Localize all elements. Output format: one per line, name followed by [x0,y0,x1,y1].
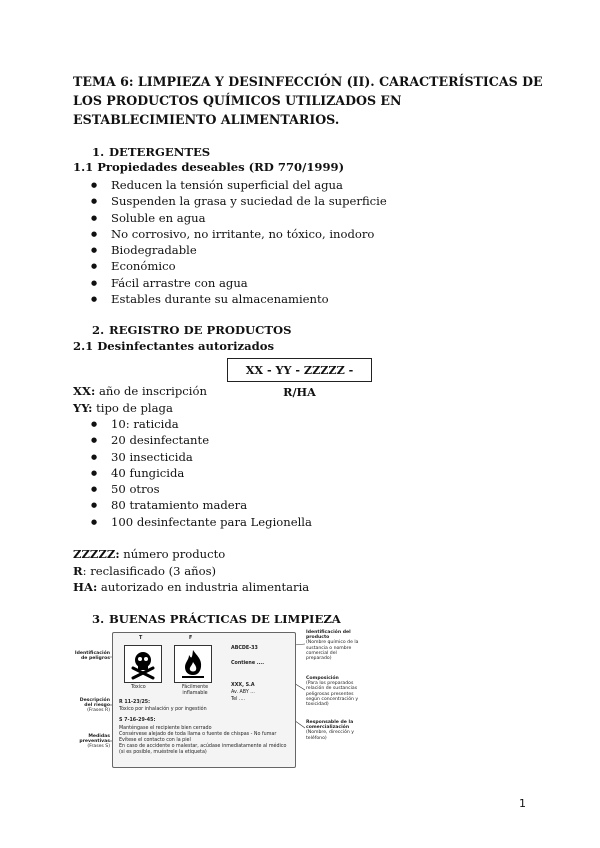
yy-label: YY: [73,401,93,415]
list-item: ● No corrosivo, no irritante, no tóxico, inodoro [91,226,387,242]
s-phrase-line: (si es posible, muéstrele la etiqueta) [119,750,207,755]
left-callout: Identificación de peligros [74,651,110,662]
r-text: : reclasificado (3 años) [82,564,217,578]
list-item: ● 40 fungicida [91,465,312,481]
ha-definition [73,580,309,594]
contains-text: Contiene .... [231,661,265,666]
list-item: ● Estables durante su almacenamiento [91,291,387,307]
skull-icon [124,645,162,683]
s-phrase-code: S 7-16-29-45: [119,718,156,723]
right-callout: Composición (Para los preparados relación de sustancias peligrosas presentes según concentración y toxicidad) [306,676,359,708]
s-phrase-line: Consérvese alejado de toda llama o fuente de chispas - No fumar [119,732,277,737]
section-3-number: 3. [92,612,105,626]
section-1-number: 1. [92,145,105,159]
left-callout: Descripción del riesgo (Frases R) [79,698,110,714]
flammable-label: Fácilmente inflamable [181,685,209,696]
list-item: ● Biodegradable [91,242,387,258]
s-phrase-line: En caso de accidente o malestar, acúdase inmediatamente al médico [119,744,287,749]
yy-definition [73,401,173,415]
list-item: ● Reducen la tensión superficial del agua [91,177,387,193]
ha-label: HA: [73,580,98,594]
s-phrase-line: Evítese el contacto con la piel [119,738,191,743]
product-label-figure [72,630,360,770]
list-item: ● 100 desinfectante para Legionella [91,514,312,530]
section-1-subheading: 1.1 Propiedades deseables (RD 770/1999) [73,160,345,174]
list-item: ● 50 otros [91,481,312,497]
right-callout: Identificación del producto (Nombre químico de la sustancia o nombre comercial del preparado) [306,630,359,662]
r-label: R [73,564,83,578]
list-item: ● Fácil arrastre con agua [91,275,387,291]
r-phrase-code: R 11-23/25: [119,700,151,705]
section-2-number: 2. [92,323,105,337]
xx-label: XX: [73,384,96,398]
section-1-heading: DETERGENTES [109,145,211,159]
yy-text: tipo de plaga [92,401,173,415]
r-definition [73,564,216,578]
label-panel [112,632,296,768]
page-number: 1 [519,797,526,810]
detergent-properties-list [91,177,387,307]
company-name: XXX, S.A [231,683,255,688]
zzzzz-label: ZZZZZ: [73,547,120,561]
company-address: Av. ABY ... [231,690,255,695]
left-callout: Medidas preventivas (Frases S) [79,734,110,750]
list-item: ● 80 tratamiento madera [91,497,312,513]
hazard-letter-t: T [139,636,143,641]
section-3-heading: BUENAS PRÁCTICAS DE LIMPIEZA [109,612,341,626]
s-phrase-line: Manténgase el recipiente bien cerrado [119,726,212,731]
section-2-subheading: 2.1 Desinfectantes autorizados [73,339,275,353]
ha-text: autorizado en industria alimentaria [97,580,310,594]
document-title: TEMA 6: LIMPIEZA Y DESINFECCIÓN (II). CARACTERÍSTICAS DE LOS PRODUCTOS QUÍMICOS UTILIZADOS EN ESTABLECIMIENTO ALIMENTARIOS. [73,74,543,127]
flame-icon [174,645,212,683]
plague-type-list [91,416,312,530]
list-item: ● 10: raticida [91,416,312,432]
list-item: ● Suspenden la grasa y suciedad de la superficie [91,193,387,209]
zzzzz-definition [73,547,225,561]
right-callout: Responsable de la comercialización (Nombre, dirección y teléfono) [306,720,354,741]
xx-text: año de inscripción [95,384,207,398]
xx-definition [73,384,207,398]
list-item: ● Económico [91,258,387,274]
toxic-label: Tóxico [131,685,146,690]
list-item: ● 20 desinfectante [91,432,312,448]
product-code: ABCDE-33 [231,646,258,651]
r-phrase-text: Tóxico por inhalación y por ingestión [119,707,207,712]
hazard-letter-f: F [189,636,193,641]
section-2-heading: REGISTRO DE PRODUCTOS [109,323,292,337]
list-item: ● Soluble en agua [91,210,387,226]
zzzzz-text: número producto [119,547,226,561]
list-item: ● 30 insecticida [91,449,312,465]
company-phone: Tel .... [231,697,246,702]
registration-code-box: XX - YY - ZZZZZ - R/HA [227,358,372,382]
